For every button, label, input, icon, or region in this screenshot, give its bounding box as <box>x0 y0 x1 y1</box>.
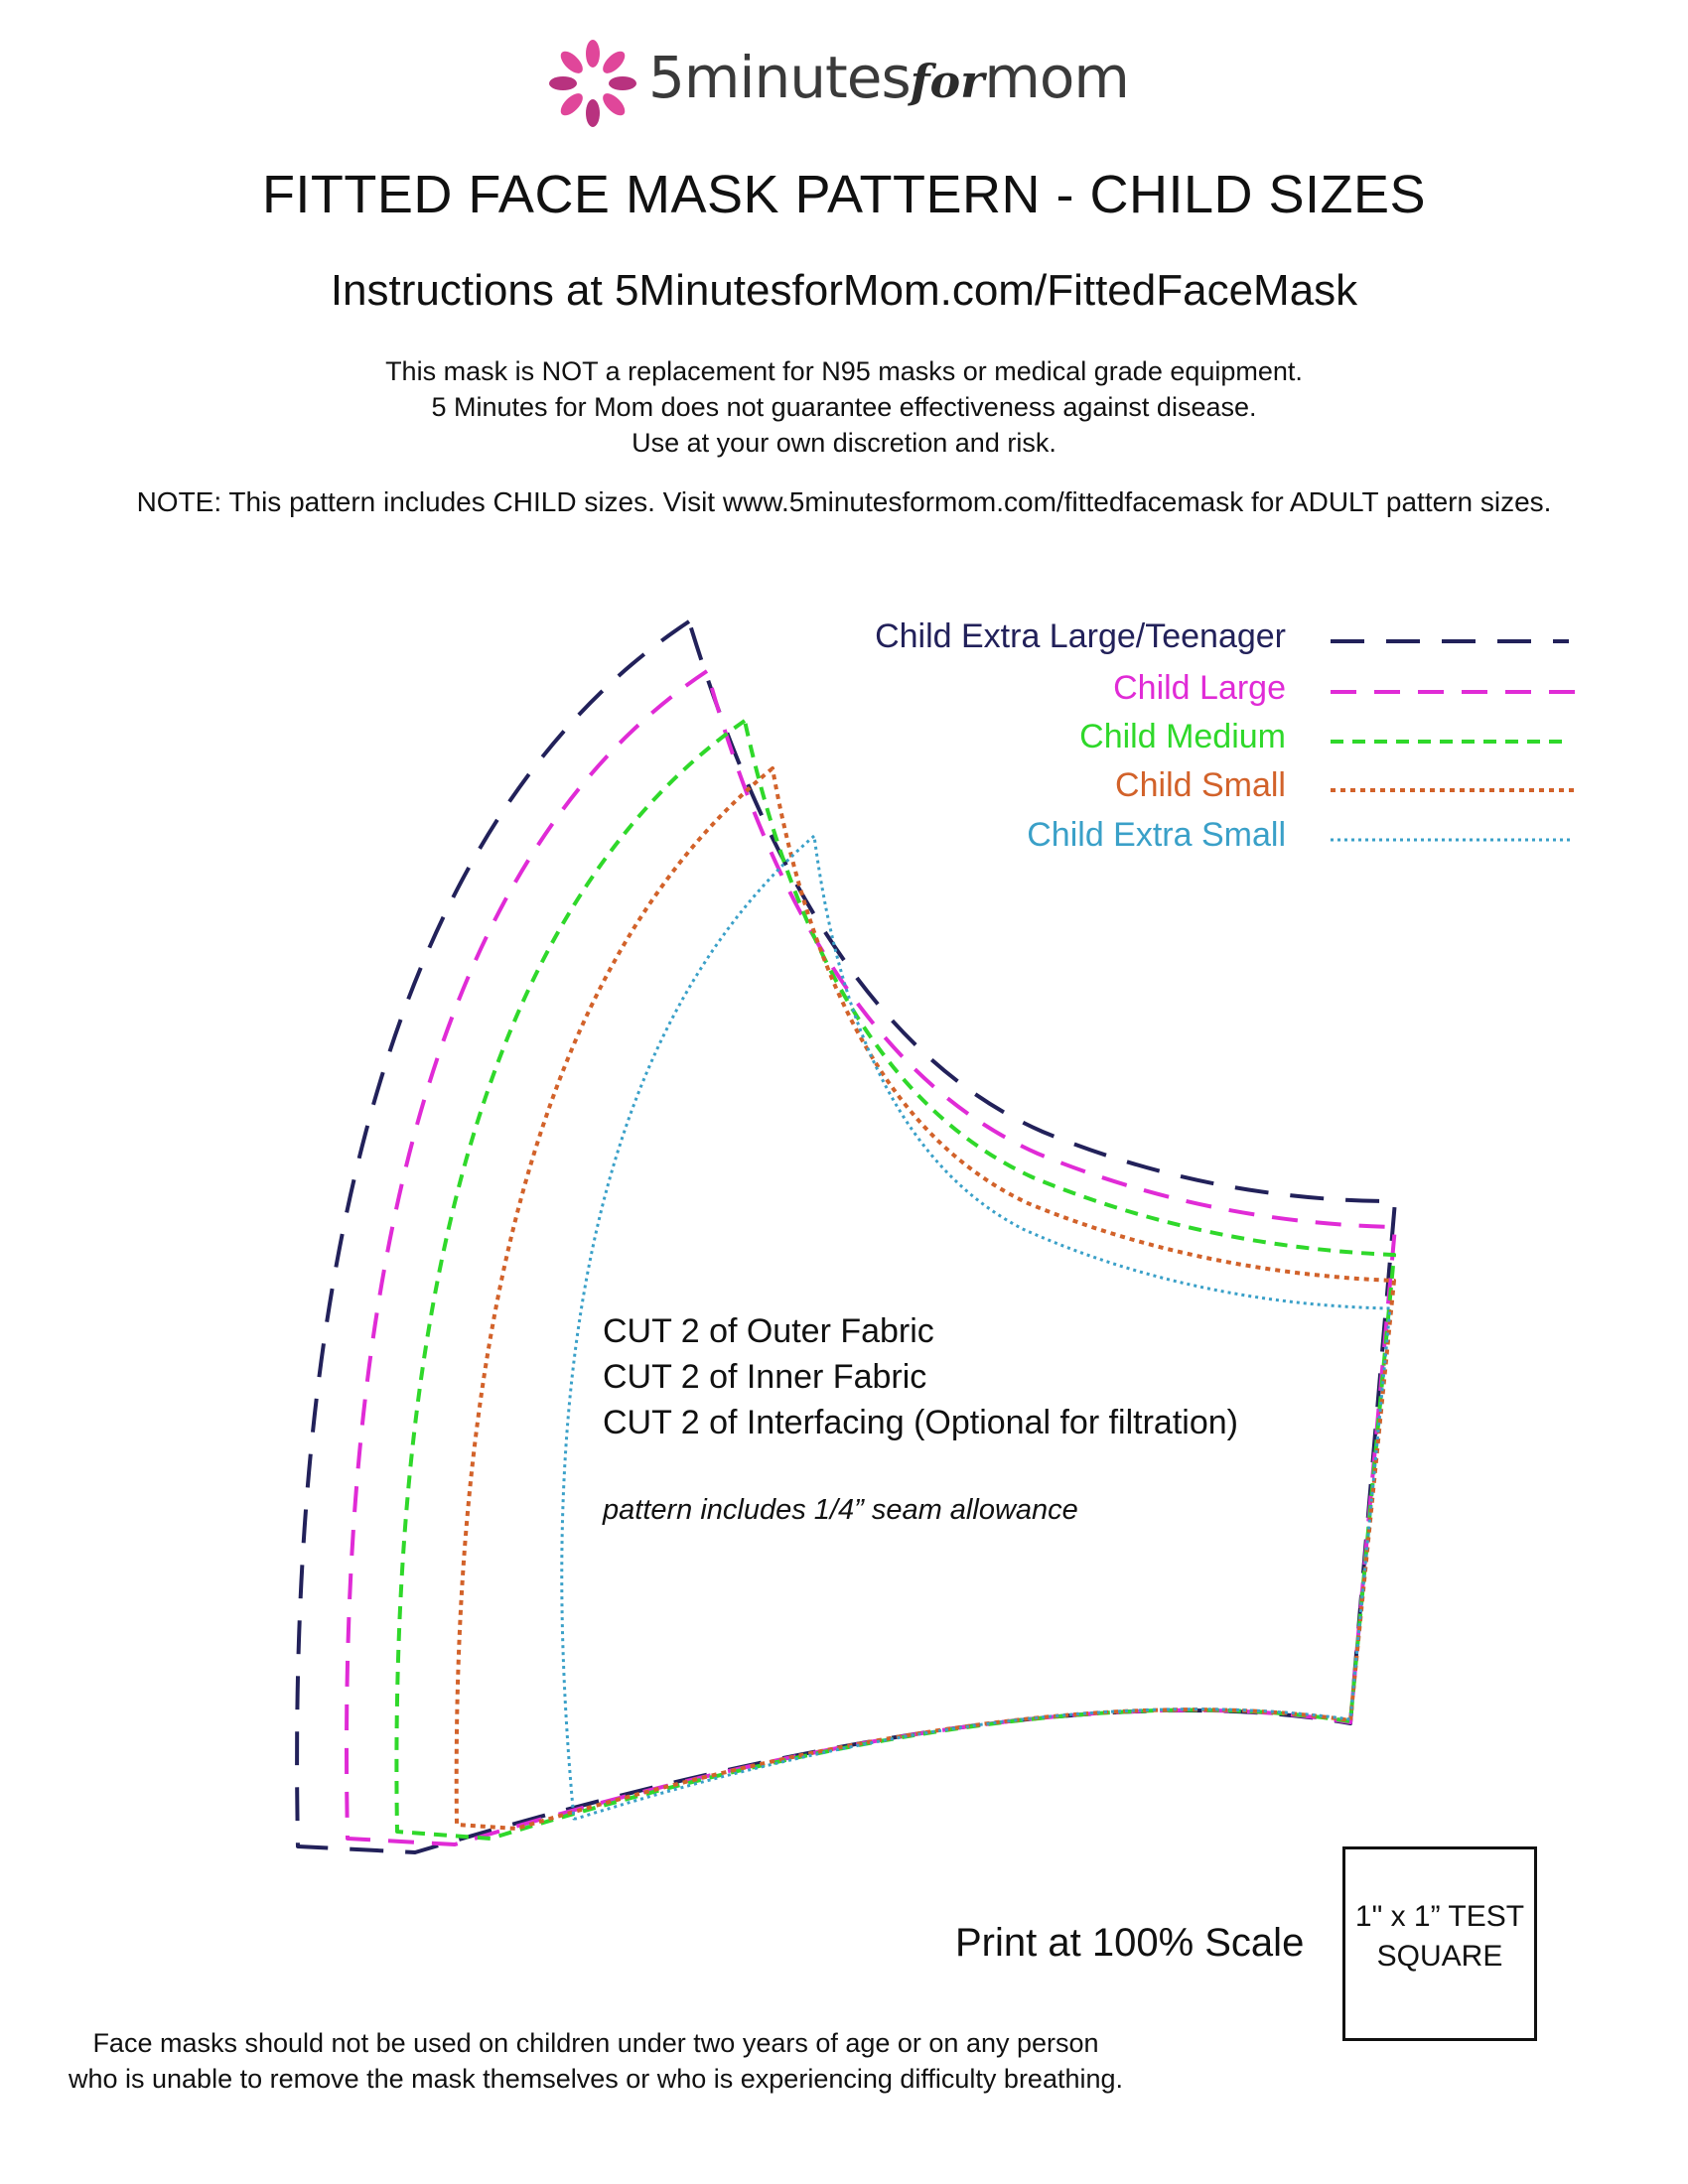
brand-for: for <box>910 55 985 108</box>
instructions-link: Instructions at 5MinutesforMom.com/FittedFaceMask <box>330 266 1358 315</box>
cut-inner-fabric: CUT 2 of Inner Fabric <box>603 1358 927 1396</box>
legend-label-child-large: Child Large <box>1113 669 1286 707</box>
print-scale-note: Print at 100% Scale <box>955 1921 1305 1965</box>
test-square-label <box>1345 1897 1534 1977</box>
pattern-outline-child-medium <box>396 721 1394 1839</box>
page-title: FITTED FACE MASK PATTERN - CHILD SIZES <box>261 165 1427 224</box>
disclaimer-line-2: 5 Minutes for Mom does not guarantee effectiveness against disease. <box>431 392 1257 422</box>
cut-outer-fabric: CUT 2 of Outer Fabric <box>603 1312 934 1350</box>
legend-label-child-medium: Child Medium <box>1079 718 1286 755</box>
footer-warning-line-1: Face masks should not be used on children under two years of age or on any person <box>92 2028 1099 2058</box>
legend-label-child-small: Child Small <box>1115 766 1286 804</box>
footer-warning-line-2: who is unable to remove the mask themselves or who is experiencing difficulty breathing. <box>68 2064 1124 2094</box>
pattern-outline-child-small <box>457 768 1394 1829</box>
disclaimer-line-1: This mask is NOT a replacement for N95 masks or medical grade equipment. <box>385 356 1303 386</box>
legend-label-child-extra-small: Child Extra Small <box>1027 816 1286 854</box>
legend-label-child-extra-large: Child Extra Large/Teenager <box>875 617 1286 655</box>
cut-instructions <box>603 1308 1238 1445</box>
size-note: NOTE: This pattern includes CHILD sizes. Visit www.5minutesformom.com/fittedfacemask for ADULT pattern sizes. <box>136 486 1552 517</box>
disclaimer-line-3: Use at your own discretion and risk. <box>632 428 1056 458</box>
cut-interfacing: CUT 2 of Interfacing (Optional for filtration) <box>603 1404 1238 1441</box>
seam-allowance-note: pattern includes 1/4” seam allowance <box>603 1494 1078 1526</box>
pattern-outline-child-extra-large <box>297 621 1395 1852</box>
test-square <box>1342 1846 1537 2041</box>
brand-five: 5 <box>648 44 684 111</box>
footer-warning <box>0 2025 1192 2097</box>
test-square-line-2: SQUARE <box>1376 1940 1503 1973</box>
brand-minutes: minutes <box>683 44 911 111</box>
brand-mom: mom <box>984 44 1129 111</box>
test-square-line-1: 1" x 1” TEST <box>1354 1900 1525 1933</box>
